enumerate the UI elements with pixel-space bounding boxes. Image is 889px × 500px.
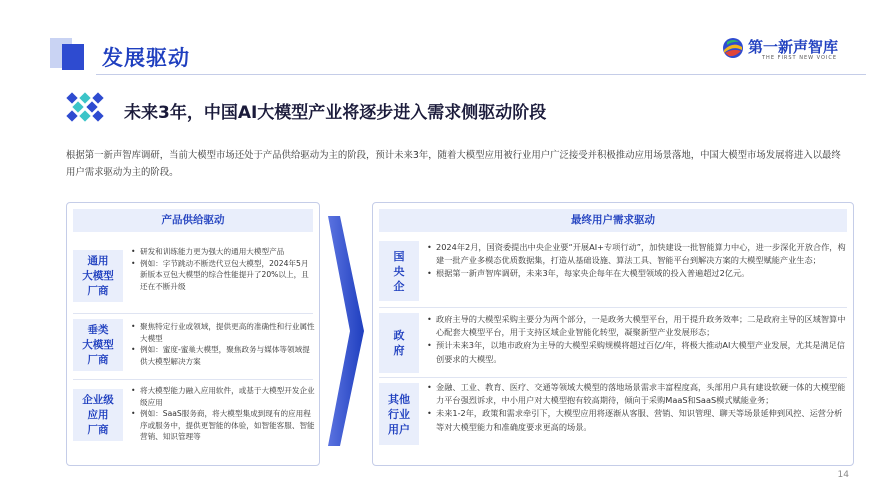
list-item: • 将大模型能力融入应用软件，或基于大模型开发企业级应用 bbox=[131, 385, 315, 408]
list-item: • 金融、工业、教育、医疗、交通等领域大模型的落地场景需求丰富程度高，头部用户具有建设软硬一体的大模型能力平台强烈诉求，中小用户对大模型抱有较高期待，倾向于采购MaaS和SaaS模式赋能业务； bbox=[427, 381, 847, 407]
row-divider bbox=[379, 307, 847, 308]
list-item: • 例如：字节跳动不断迭代豆包大模型，2024年5月新版本豆包大模型的综合性能提升了20%以上，且还在不断升级 bbox=[131, 258, 315, 293]
row-divider bbox=[73, 313, 313, 314]
list-item: • 根据第一新声智库调研，未来3年，每家央企每年在大模型领域的投入普遍超过2亿元。 bbox=[427, 267, 847, 280]
logo-text: 第一新声智库 bbox=[748, 38, 839, 56]
bullet-list bbox=[131, 321, 315, 367]
demand-row-government bbox=[379, 313, 847, 377]
demand-row-other bbox=[379, 381, 847, 461]
list-item: • 政府主导的大模型采购主要分为两个部分，一是政务大模型平台，用于提升政务效率；二是政府主导的区域智算中心配套大模型平台，用于支持区域企业智能化转型，凝聚新型产业发展形态； bbox=[427, 313, 847, 339]
row-label: 通用 大模型 厂商 bbox=[73, 250, 123, 302]
page-number: 14 bbox=[837, 470, 849, 480]
logo-subtitle: THE FIRST NEW VOICE bbox=[762, 55, 838, 61]
supply-driven-panel bbox=[66, 202, 320, 466]
intro-paragraph: 根据第一新声智库调研，当前大模型市场还处于产品供给驱动为主的阶段，预计未来3年，随着大模型应用被行业用户广泛接受并积极推动应用场景落地，中国大模型市场发展将进入以最终用户需求驱动为主的阶段。 bbox=[66, 150, 841, 178]
supply-row-general bbox=[73, 243, 313, 309]
list-item: • 例如：蜜度-蜜巢大模型，聚焦政务与媒体等领域提供大模型解决方案 bbox=[131, 344, 315, 367]
bullet-list bbox=[427, 241, 847, 281]
diamond-grid-icon bbox=[64, 90, 106, 124]
row-label: 政 府 bbox=[379, 313, 419, 373]
supply-row-vertical bbox=[73, 319, 313, 379]
header-divider bbox=[96, 74, 866, 75]
demand-row-soe bbox=[379, 241, 847, 303]
row-label: 垂类 大模型 厂商 bbox=[73, 319, 123, 371]
supply-row-enterprise bbox=[73, 385, 313, 459]
bullet-list bbox=[427, 313, 847, 366]
list-item: • 未来1-2年，政策和需求牵引下，大模型应用将逐渐从客服、营销、知识管理、聊天等场景延伸到风控、运营分析等对大模型能力和准确度要求更高的场景。 bbox=[427, 407, 847, 433]
brand-logo bbox=[722, 36, 872, 66]
supply-panel-title: 产品供给驱动 bbox=[73, 209, 313, 232]
row-label: 企业级 应用 厂商 bbox=[73, 389, 123, 441]
section-title: 发展驱动 bbox=[102, 46, 190, 70]
chevron-arrow-icon bbox=[328, 216, 364, 446]
logo-orb-icon bbox=[722, 37, 744, 59]
demand-panel-title: 最终用户需求驱动 bbox=[379, 209, 847, 232]
row-label: 国 央 企 bbox=[379, 241, 419, 301]
row-label: 其他 行业 用户 bbox=[379, 383, 419, 445]
bullet-list bbox=[131, 246, 315, 292]
list-item: • 例如：SaaS服务商，将大模型集成到现有的应用程序或服务中，提供更智能的体验，如智能客服、智能营销、知识管理等 bbox=[131, 408, 315, 443]
row-divider bbox=[73, 379, 313, 380]
demand-driven-panel bbox=[372, 202, 854, 466]
list-item: • 2024年2月，国资委提出中央企业要“开展AI+专项行动”，加快建设一批智能算力中心，进一步深化开放合作，构建一批产业多模态优质数据集，打造从基础设施、算法工具、智能平台到解决方案的大模型赋能产业生态； bbox=[427, 241, 847, 267]
row-divider bbox=[379, 377, 847, 378]
bullet-list bbox=[131, 385, 315, 443]
list-item: • 预计未来3年，以地市政府为主导的大模型采购规模将超过百亿/年，将极大推动AI大模型产业发展，尤其是满足信创要求的大模型。 bbox=[427, 339, 847, 365]
header-deco-square-dark bbox=[62, 44, 84, 70]
bullet-list bbox=[427, 381, 847, 434]
list-item: • 聚焦特定行业或领域，提供更高的准确性和行业属性大模型 bbox=[131, 321, 315, 344]
list-item: • 研发和训练能力更为强大的通用大模型产品 bbox=[131, 246, 315, 258]
headline: 未来3年，中国AI大模型产业将逐步进入需求侧驱动阶段 bbox=[124, 103, 547, 123]
